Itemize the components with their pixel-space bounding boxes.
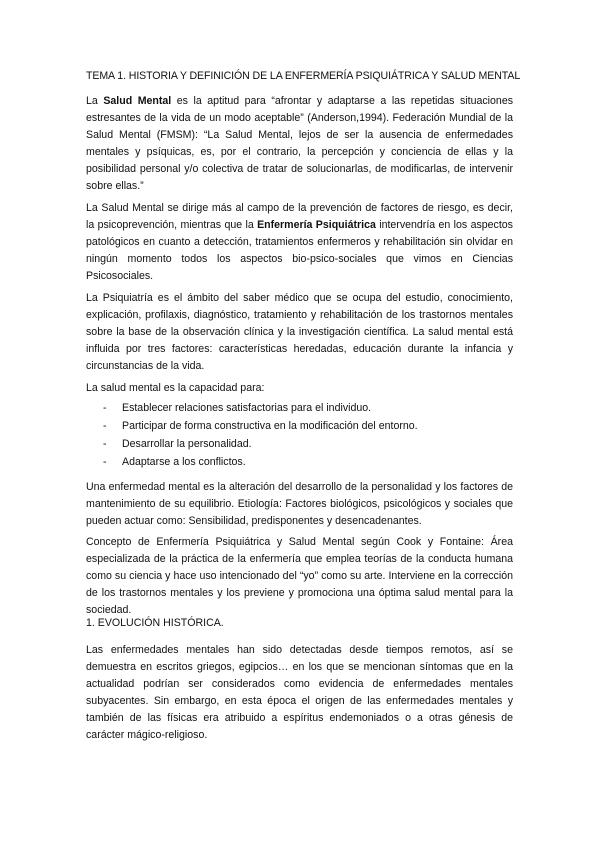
list-item-text: Adaptarse a los conflictos. bbox=[122, 456, 246, 468]
paragraph-enfermedad-mental: Una enfermedad mental es la alteración del desarrollo de la personalidad y los factores de mantenimiento de su equilibrio. Etiología: Factores biológicos, psicológicos y sociales que pueden actuar como: Sensibilidad, predisponentes y desencadenantes. bbox=[86, 481, 513, 527]
list-dash: - bbox=[103, 456, 107, 468]
paragraph-prevention bbox=[86, 200, 513, 285]
list-dash: - bbox=[103, 420, 107, 432]
p2-text-post: intervendría en los aspectos patológicos en cuanto a detección, tratamientos enfermeros y rehabilitación sin olvidar en ningún momento todos los aspectos bio-psico-sociales que vimos en Ciencias Psicosociales. bbox=[86, 218, 513, 282]
paragraph-psiquiatria: La Psiquiatría es el ámbito del saber médico que se ocupa del estudio, conocimiento, explicación, profilaxis, diagnóstico, tratamiento y rehabilitación de los trastornos mentales sobre la base de la observación clínica y la investigación científica. La salud mental está influida por tres factores: características heredadas, educación durante la infancia y circunstancias de la vida. bbox=[86, 292, 513, 372]
list-item bbox=[86, 400, 513, 418]
list-item bbox=[86, 436, 513, 454]
paragraph-cook-fontaine: Concepto de Enfermería Psiquiátrica y Salud Mental según Cook y Fontaine: Área especializada de la práctica de la enfermería que emplea teorías de la conducta humana como su ciencia y hace uso intencionado del “yo” como su arte. Interviene en la corrección de los trastornos mentales y los previene y promociona una óptima salud mental para la sociedad. bbox=[86, 536, 513, 616]
p1-text-post: es la aptitud para “afrontar y adaptarse a las repetidas situaciones estresantes de la vida de un modo aceptable” (Anderson,1994). Federación Mundial de la Salud Mental (FMSM): “La Salud Mental, lejos de ser la ausencia de enfermedades mentales y psíquicas, es, por el contrario, la percepción y conciencia de ellas y la posibilidad personal y/o colectiva de tratar de solucionarlas, de modificarlas, de intervenir sobre ellas.” bbox=[86, 95, 514, 192]
p2-text-pre: La Salud Mental se dirige más al campo de la prevención de factores de riesgo, es decir, la psicoprevención, mientras que la bbox=[86, 202, 513, 231]
paragraph-salud-mental-definition bbox=[86, 93, 513, 194]
list-item bbox=[86, 454, 513, 472]
section-heading-evolucion: 1. EVOLUCIÓN HISTÓRICA. bbox=[86, 617, 224, 629]
list-item-text: Establecer relaciones satisfactorias para el individuo. bbox=[122, 402, 372, 414]
capacidad-list bbox=[86, 400, 513, 472]
p1-bold-term: Salud Mental bbox=[103, 95, 172, 107]
list-dash: - bbox=[103, 402, 107, 414]
list-item-text: Participar de forma constructiva en la modificación del entorno. bbox=[122, 420, 418, 432]
paragraph-evolucion: Las enfermedades mentales han sido detectadas desde tiempos remotos, así se demuestra en escritos griegos, egipcios… en los que se mencionan síntomas que en la actualidad podrían ser considerados como evidencia de enfermedades mentales subyacentes. Sin embargo, en esta época el origen de las enfermedades mentales y también de las físicas era atribuido a espíritus endemoniados o a otras génesis de carácter mágico-religioso. bbox=[86, 644, 513, 741]
paragraph-capacidad-intro: La salud mental es la capacidad para: bbox=[86, 382, 265, 394]
p2-bold-term: Enfermería Psiquiátrica bbox=[257, 218, 376, 231]
list-item-text: Desarrollar la personalidad. bbox=[122, 438, 252, 450]
list-item bbox=[86, 418, 513, 436]
list-dash: - bbox=[103, 438, 107, 450]
document-title: TEMA 1. HISTORIA Y DEFINICIÓN DE LA ENFERMERÍA PSIQUIÁTRICA Y SALUD MENTAL bbox=[86, 70, 521, 82]
p1-text-pre: La bbox=[86, 95, 104, 107]
